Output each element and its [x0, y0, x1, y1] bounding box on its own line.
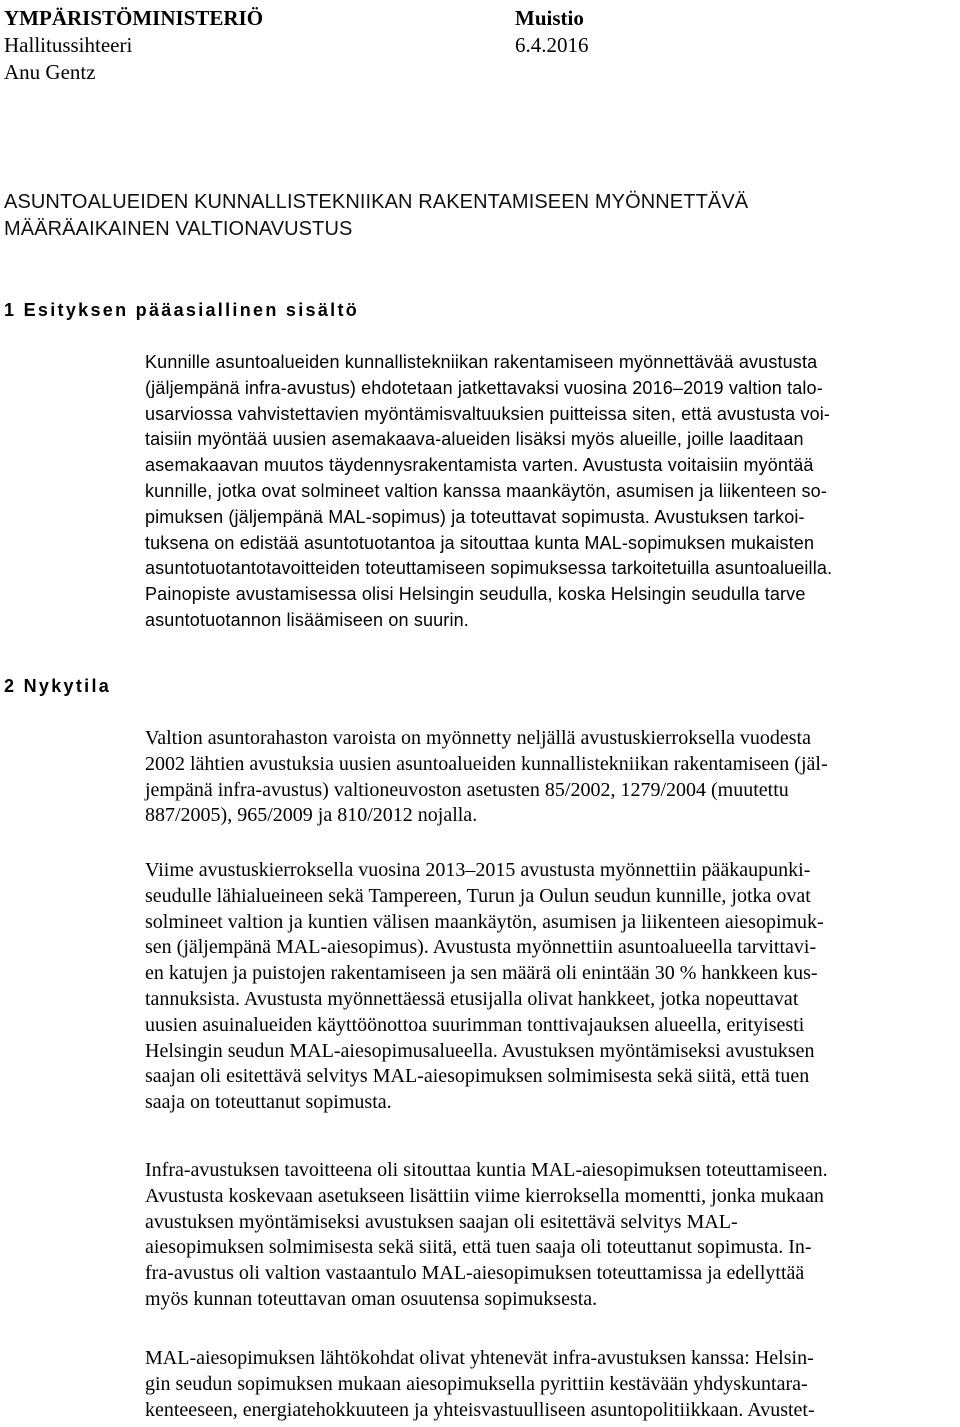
document-title-line-1: ASUNTOALUEIDEN KUNNALLISTEKNIIKAN RAKENTAMISEEN MYÖNNETTÄVÄ — [4, 191, 749, 213]
section-2-heading: 2 Nykytila — [4, 676, 112, 696]
paragraph-line: asemakaavan muutos täydennysrakentamista varten. Avustusta voitaisiin myöntää — [145, 455, 814, 476]
document-type: Muistio — [515, 6, 584, 30]
section-2-paragraph-3 — [145, 1158, 960, 1313]
paragraph-line: saajan oli esitettävä selvitys MAL-aiesopimuksen solmimisesta sekä siitä, että tuen — [145, 1065, 810, 1088]
document-title-line-2: MÄÄRÄAIKAINEN VALTIONAVUSTUS — [4, 218, 353, 240]
section-1-heading: 1 Esityksen pääasiallinen sisältö — [4, 300, 360, 320]
paragraph-line: kunnille, jotka ovat solmineet valtion kanssa maankäytön, asumisen ja liikenteen so- — [145, 480, 827, 501]
paragraph-line: fra-avustus oli valtion vastaantulo MAL-aiesopimuksen toteuttamissa ja edellyttää — [145, 1262, 805, 1285]
paragraph-line: Helsingin seudun MAL-aiesopimusalueella. Avustuksen myöntämiseksi avustuksen — [145, 1039, 815, 1062]
section-2-paragraph-2 — [145, 858, 960, 1116]
paragraph-line: asuntotuotantotavoitteiden toteuttamiseen sopimuksessa tarkoitetuilla asuntoalueilla. — [145, 558, 833, 579]
paragraph-line: taisiin myöntää uusien asemakaava-alueiden lisäksi myös alueille, joille laaditaan — [145, 429, 804, 450]
paragraph-line: Infra-avustuksen tavoitteena oli sitouttaa kuntia MAL-aiesopimuksen toteuttamiseen. — [145, 1159, 828, 1181]
paragraph-line: usarviossa vahvistettavien myöntämisvaltuuksien puitteissa siten, että avustusta voi- — [145, 403, 831, 424]
paragraph-line: 887/2005), 965/2009 ja 810/2012 nojalla. — [145, 804, 478, 827]
paragraph-line: kenteeseen, energiatehokkuuteen ja yhteisvastuulliseen asuntopolitiikkaan. Avustet- — [145, 1398, 815, 1421]
paragraph-line: Valtion asuntorahaston varoista on myönnetty neljällä avustuskierroksella vuodesta — [145, 727, 811, 749]
author-role: Hallitussihteeri — [4, 33, 133, 57]
paragraph-line: gin seudun sopimuksen mukaan aiesopimuksella pyrittiin kestävään yhdyskuntara- — [145, 1372, 808, 1395]
paragraph-line: pimuksen (jäljempänä MAL-sopimus) ja toteuttavat sopimusta. Avustuksen tarkoi- — [145, 506, 805, 527]
author-name: Anu Gentz — [4, 60, 96, 84]
paragraph-line: solmineet valtion ja kuntien välisen maankäytön, asumisen ja liikenteen aiesopimuk- — [145, 910, 824, 933]
section-1-body — [145, 350, 960, 634]
paragraph-line: asuntotuotannon lisäämiseen on suurin. — [145, 609, 469, 630]
paragraph-line: en katujen ja puistojen rakentamiseen ja sen määrä oli enintään 30 % hankkeen kus- — [145, 962, 818, 985]
paragraph-line: myös kunnan toteuttavan oman osuutensa sopimuksesta. — [145, 1287, 598, 1310]
paragraph-line: Kunnille asuntoalueiden kunnallistekniikan rakentamiseen myönnettävää avustusta — [145, 352, 818, 372]
ministry-name: YMPÄRISTÖMINISTERIÖ — [4, 6, 264, 30]
paragraph-line: tannuksista. Avustusta myönnettäessä etusijalla olivat hankkeet, jotka nopeuttavat — [145, 987, 799, 1010]
paragraph-line: saaja on toteuttanut sopimusta. — [145, 1091, 392, 1114]
paragraph-line: MAL-aiesopimuksen lähtökohdat olivat yhtenevät infra-avustuksen kanssa: Helsin- — [145, 1347, 814, 1369]
document-date: 6.4.2016 — [515, 33, 589, 57]
paragraph-line: seudulle lähialueineen sekä Tampereen, Turun ja Oulun seudun kunnille, jotka ovat — [145, 884, 811, 907]
paragraph-line: aiesopimuksen solmimisesta sekä siitä, että tuen saaja oli toteuttanut sopimusta. In- — [145, 1236, 812, 1259]
paragraph-line: sen (jäljempänä MAL-aiesopimus). Avustusta myönnettiin asuntoalueella tarvittavi- — [145, 936, 817, 959]
paragraph-line: (jäljempänä infra-avustus) ehdotetaan jatkettavaksi vuosina 2016–2019 valtion talo- — [145, 377, 823, 398]
paragraph-line: jempänä infra-avustus) valtioneuvoston asetusten 85/2002, 1279/2004 (muutettu — [145, 778, 789, 801]
section-2-paragraph-4 — [145, 1346, 960, 1423]
paragraph-line: Viime avustuskierroksella vuosina 2013–2015 avustusta myönnettiin pääkaupunki- — [145, 859, 811, 881]
paragraph-line: 2002 lähtien avustuksia uusien asuntoalueiden kunnallistekniikan rakentamiseen (jäl- — [145, 752, 828, 775]
section-2-paragraph-1 — [145, 726, 960, 829]
paragraph-line: tuksena on edistää asuntotuotantoa ja sitouttaa kunta MAL-sopimuksen mukaisten — [145, 532, 815, 553]
paragraph-line: Avustusta koskevaan asetukseen lisättiin viime kierroksella momentti, jonka mukaan — [145, 1184, 824, 1207]
paragraph-line: uusien asuinalueiden käyttöönottoa suurimman tonttivajauksen alueella, erityisesti — [145, 1013, 805, 1036]
paragraph-line: Painopiste avustamisessa olisi Helsingin seudulla, koska Helsingin seudulla tarve — [145, 584, 806, 605]
paragraph-line: avustuksen myöntämiseksi avustuksen saajan oli esitettävä selvitys MAL- — [145, 1210, 738, 1233]
